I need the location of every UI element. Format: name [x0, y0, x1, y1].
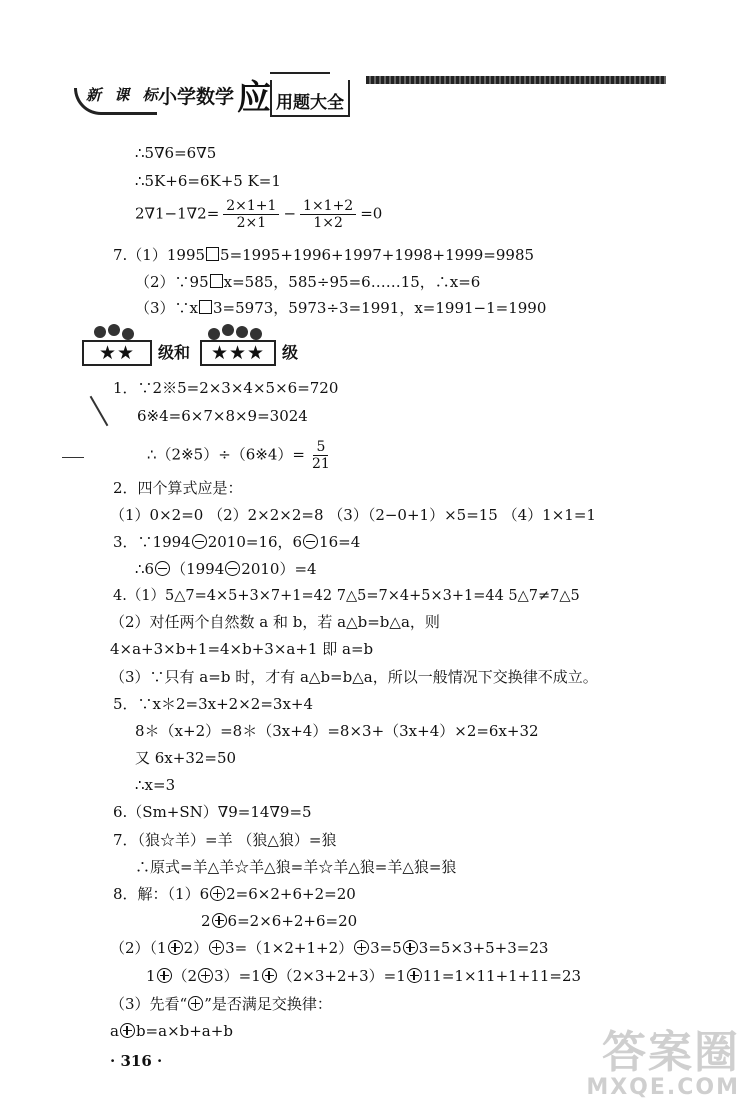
- line-01: ∴5∇6=6∇5: [135, 144, 217, 162]
- line-02: ∴5K+6=6K+5 K=1: [135, 172, 281, 190]
- circle-plus-icon: [262, 968, 277, 983]
- line-27: （2）（1 2） 3=（1×2+1+2） 3=5 3=5×3+5+3=23: [110, 939, 549, 957]
- circle-plus-icon: [157, 968, 172, 983]
- scribble-mark: [90, 396, 109, 426]
- header-series: 新 课 标: [86, 86, 162, 104]
- watermark: [586, 1027, 740, 1100]
- header-subject: 小学数学: [158, 86, 235, 108]
- circle-minus-icon: [192, 534, 207, 549]
- line-28: 1 （2 3）=1 （2×3+2+3）=1 11=1×11+1+11=23: [146, 967, 582, 985]
- header-line: [270, 72, 330, 74]
- line-17: （3）∵只有 a=b 时，才有 a△b=b△a，所以一般情况下交换律不成立。: [110, 668, 598, 686]
- box-operator-icon: [210, 274, 223, 288]
- line-09: ∴（2※5）÷（6※4）= $\frac{5}{21}$: [147, 439, 337, 472]
- line-26: 2 6=2×6+2+6=20: [201, 912, 358, 930]
- line-12: 3．∵1994 2010=16，6 16=4: [113, 533, 361, 551]
- line-24: ∴原式=羊△羊☆羊△狼=羊☆羊△狼=羊△狼=狼: [135, 858, 457, 876]
- line-19: 8＊（x+2）=8＊（3x+4）=8×3+（3x+4）×2=6x+32: [135, 722, 539, 740]
- dash-mark: [62, 457, 84, 458]
- kid-head-icon: [108, 324, 120, 336]
- circle-minus-icon: [225, 561, 240, 576]
- line-20: 又 6x+32=50: [135, 749, 237, 767]
- circle-plus-icon: [403, 940, 418, 955]
- line-04: 7.（1）1995 5=1995+1996+1997+1998+1999=9985: [113, 246, 535, 264]
- kid-head-icon: [208, 328, 220, 340]
- three-star-box: ★★★: [200, 340, 276, 366]
- circle-plus-icon: [210, 886, 225, 901]
- line-25: 8．解：（1）6 2=6×2+6+2=20: [113, 885, 356, 903]
- circle-minus-icon: [303, 534, 318, 549]
- circle-plus-icon: [354, 940, 369, 955]
- circle-plus-icon: [198, 968, 213, 983]
- circle-plus-icon: [120, 1023, 135, 1038]
- line-21: ∴x=3: [135, 776, 176, 794]
- level-badge: [80, 324, 380, 374]
- level-end-label: 级: [282, 343, 299, 362]
- line-07: 1．∵2※5=2×3×4×5×6=720: [113, 379, 339, 397]
- circle-plus-icon: [407, 968, 422, 983]
- kid-head-icon: [222, 324, 234, 336]
- line-13: ∴6 （1994 2010）=4: [135, 560, 317, 578]
- book-header: [74, 70, 364, 122]
- line-30: a b=a×b+a+b: [110, 1022, 233, 1040]
- circle-plus-icon: [212, 913, 227, 928]
- fraction-2: $\frac{1\times 1+2}{1\times 2}$: [300, 198, 356, 231]
- watermark-cn: 答案圈: [602, 1027, 740, 1078]
- circle-plus-icon: [188, 996, 203, 1011]
- circle-minus-icon: [155, 561, 170, 576]
- kid-head-icon: [250, 328, 262, 340]
- line-10: 2．四个算式应是：: [113, 479, 243, 497]
- header-big-char: 应: [237, 78, 271, 118]
- page-number: · 316 ·: [110, 1052, 163, 1070]
- line-06: （3）∵x 3=5973，5973÷3=1991，x=1991−1=1990: [135, 299, 547, 317]
- header-bar-decoration: [366, 76, 666, 84]
- box-operator-icon: [199, 300, 212, 314]
- level-and-label: 级和: [158, 343, 191, 362]
- line-08: 6※4=6×7×8×9=3024: [137, 407, 308, 425]
- line-22: 6.（Sm+SN）∇9=14∇9=5: [113, 803, 312, 821]
- header-rest: 用题大全: [270, 80, 350, 117]
- line-14: 4.（1）5△7=4×5+3×7+1=42 7△5=7×4+5×3+1=44 5△7≠7△5: [113, 588, 580, 604]
- line-29: （3）先看“ ”是否满足交换律：: [110, 995, 332, 1013]
- line-18: 5．∵x＊2=3x+2×2=3x+4: [113, 695, 314, 713]
- circle-plus-icon: [209, 940, 224, 955]
- kid-head-icon: [122, 328, 134, 340]
- line-23: 7．（狼☆羊）=羊 （狼△狼）=狼: [113, 831, 337, 849]
- line-16: 4×a+3×b+1=4×b+3×a+1 即 a=b: [110, 640, 374, 658]
- circle-plus-icon: [168, 940, 183, 955]
- line-05: （2）∵95 x=585，585÷95=6……15，∴x=6: [135, 273, 481, 291]
- line-15: （2）对任两个自然数 a 和 b，若 a△b=b△a，则: [110, 613, 440, 631]
- line-03: 2∇1−1∇2= $\frac{2\times 1+1}{2\times 1}$ − $\frac{1\times 1+2}{1\times 2}$ =0: [135, 198, 383, 231]
- kid-head-icon: [94, 326, 106, 338]
- line-11: （1）0×2=0 （2）2×2×2=8 （3）（2−0+1）×5=15 （4）1×1=1: [110, 506, 596, 524]
- fraction-1: $\frac{2\times 1+1}{2\times 1}$: [223, 198, 279, 231]
- kid-head-icon: [236, 326, 248, 338]
- two-star-box: ★★: [82, 340, 152, 366]
- watermark-url: MXQE.COM: [586, 1075, 740, 1100]
- fraction-3: $\frac{5}{21}$: [312, 439, 330, 472]
- box-operator-icon: [206, 247, 219, 261]
